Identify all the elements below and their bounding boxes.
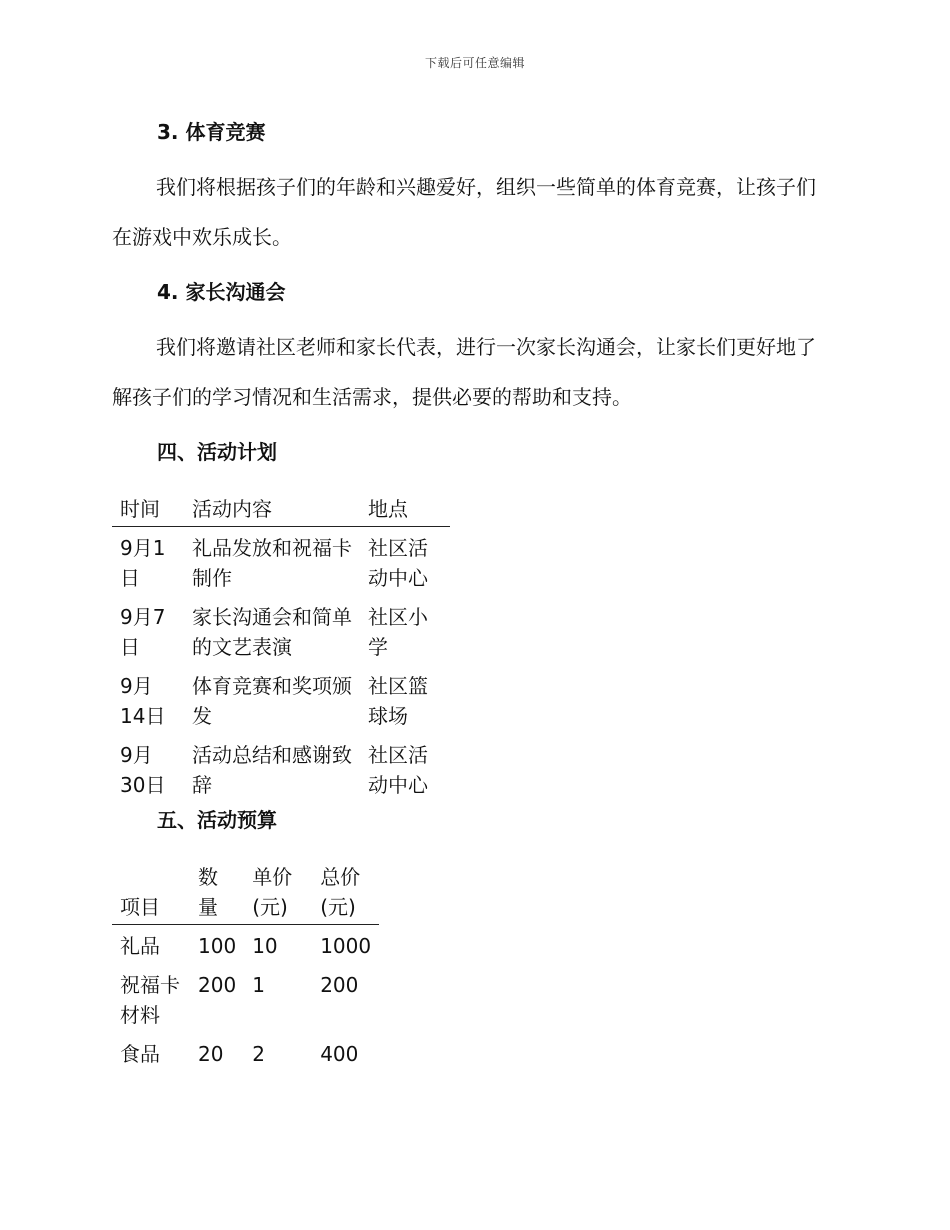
cell-content: 体育竞赛和奖项颁发	[192, 674, 352, 728]
column-header-unit-price: 单价(元)	[244, 862, 312, 925]
cell-unit-price: 10	[252, 934, 278, 958]
cell-time: 9月30日	[120, 743, 166, 797]
cell-item: 食品	[120, 1042, 160, 1066]
section-heading-parent-meeting: 4. 家长沟通会	[157, 280, 286, 304]
cell-time: 9月7日	[120, 605, 166, 659]
activity-plan-table	[112, 494, 450, 803]
table-header-row	[112, 494, 450, 527]
cell-location: 社区活动中心	[368, 536, 428, 590]
table-row	[112, 734, 450, 803]
column-header-item: 项目	[112, 862, 190, 925]
table-row	[112, 925, 379, 965]
cell-total-price: 200	[320, 973, 359, 997]
cell-location: 社区活动中心	[368, 743, 428, 797]
column-header-time: 时间	[112, 494, 184, 527]
table-row	[112, 596, 450, 665]
cell-total-price: 400	[320, 1042, 359, 1066]
cell-item: 祝福卡材料	[120, 973, 180, 1027]
cell-time: 9月14日	[120, 674, 166, 728]
table-row	[112, 964, 379, 1033]
column-header-total-price: 总价(元)	[312, 862, 379, 925]
column-header-location: 地点	[360, 494, 450, 527]
table-row	[112, 1033, 379, 1072]
cell-quantity: 100	[198, 934, 237, 958]
column-header-quantity: 数量	[190, 862, 244, 925]
cell-quantity: 200	[198, 973, 237, 997]
section-heading-budget: 五、活动预算	[157, 808, 277, 832]
budget-table	[112, 862, 379, 1072]
cell-content: 家长沟通会和简单的文艺表演	[192, 605, 352, 659]
cell-unit-price: 2	[252, 1042, 265, 1066]
table-header-row	[112, 862, 379, 925]
column-header-content: 活动内容	[184, 494, 360, 527]
cell-location: 社区小学	[368, 605, 428, 659]
cell-location: 社区篮球场	[368, 674, 428, 728]
cell-quantity: 20	[198, 1042, 224, 1066]
cell-content: 活动总结和感谢致辞	[192, 743, 352, 797]
section-heading-sports: 3. 体育竞赛	[157, 120, 266, 144]
cell-unit-price: 1	[252, 973, 265, 997]
cell-time: 9月1日	[120, 536, 166, 590]
page-header: 下载后可任意编辑	[424, 56, 525, 70]
table-row	[112, 665, 450, 734]
table-row	[112, 527, 450, 597]
section-body-sports: 我们将根据孩子们的年龄和兴趣爱好，组织一些简单的体育竞赛，让孩子们在游戏中欢乐成长。	[112, 175, 816, 249]
section-body-parent-meeting: 我们将邀请社区老师和家长代表，进行一次家长沟通会，让家长们更好地了解孩子们的学习情况和生活需求，提供必要的帮助和支持。	[112, 335, 816, 409]
cell-item: 礼品	[120, 934, 160, 958]
section-heading-activity-plan: 四、活动计划	[157, 440, 277, 464]
cell-content: 礼品发放和祝福卡制作	[192, 536, 352, 590]
cell-total-price: 1000	[320, 934, 372, 958]
